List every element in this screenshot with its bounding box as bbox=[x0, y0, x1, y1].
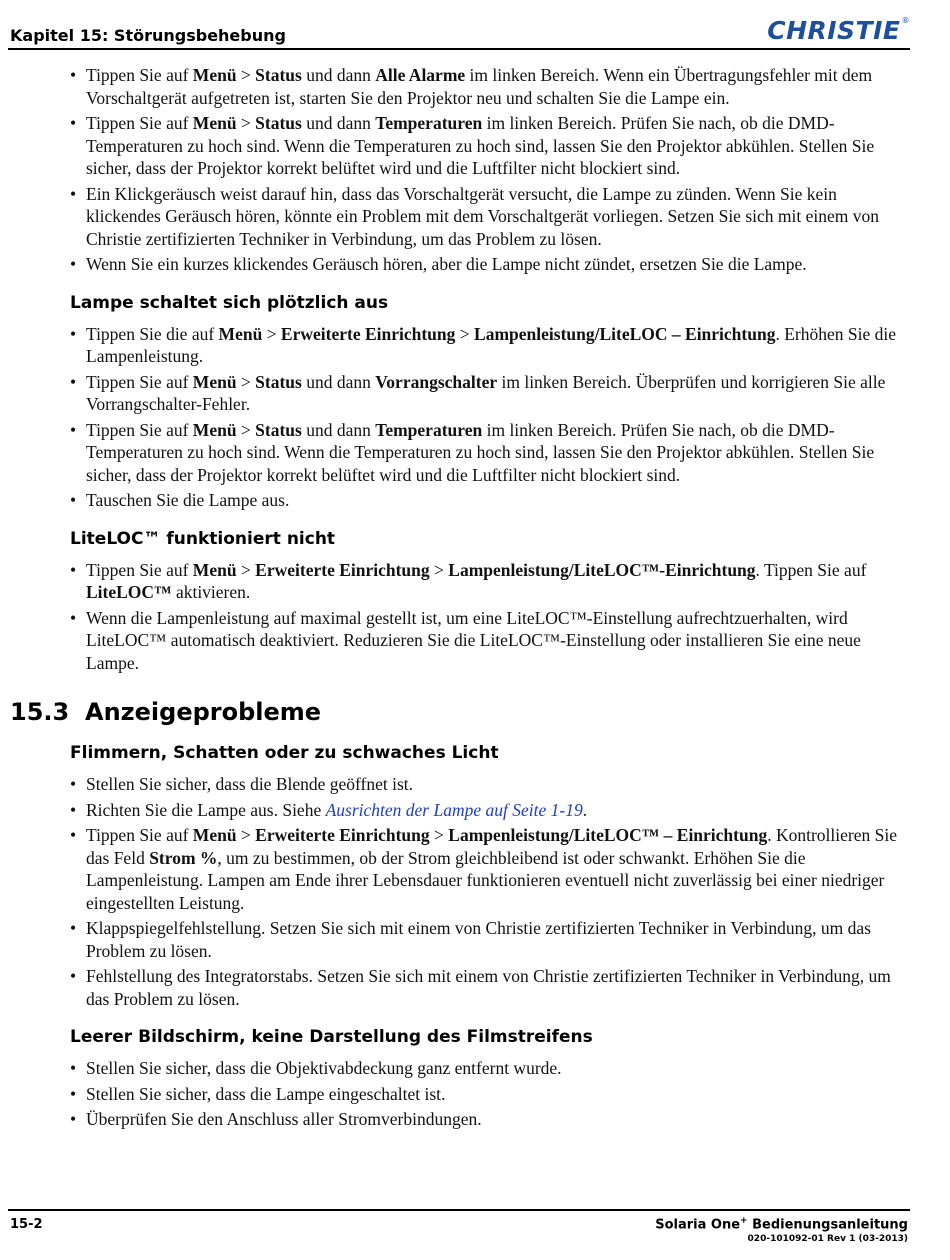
bold-term: Lampenleistung/LiteLOC™ – Einrichtung bbox=[448, 825, 768, 845]
text-segment: > bbox=[236, 113, 256, 133]
bold-term: Menü bbox=[192, 371, 237, 392]
text-segment: > bbox=[236, 419, 256, 440]
text-segment: , um zu bestimmen, ob der Strom gleichbleibend ist oder schwankt. Erhöhen Sie die Lampenleistung. Lampen am Ende ihrer Lebensdauer funktionieren eventuell nicht zuverlässig bei einer niedriger eingestellten Leistung. bbox=[86, 847, 885, 913]
registered-mark: ® bbox=[901, 16, 910, 25]
bold-term: Erweiterte Einrichtung bbox=[280, 323, 456, 344]
bullet-list bbox=[0, 323, 950, 512]
text-segment: Tippen Sie auf bbox=[86, 65, 193, 85]
list-item: • Überprüfen Sie den Anschluss aller Stromverbindungen. bbox=[70, 1108, 910, 1131]
list-item: • Klappspiegelfehlstellung. Setzen Sie sich mit einem von Christie zertifizierten Techniker in Verbindung, um das Problem zu lösen. bbox=[70, 917, 910, 962]
list-item bbox=[70, 371, 910, 416]
text-segment: Tippen Sie auf bbox=[86, 371, 193, 392]
text-segment: und dann bbox=[301, 113, 376, 133]
text-segment: . bbox=[582, 799, 588, 820]
bold-term: Menü bbox=[218, 323, 263, 344]
section-number: 15.3 bbox=[10, 698, 70, 726]
list-item bbox=[70, 112, 910, 180]
manual-plus: + bbox=[740, 1216, 748, 1226]
manual-title bbox=[655, 1216, 908, 1232]
bold-term: Status bbox=[255, 419, 302, 440]
bold-term: Vorrangschalter bbox=[375, 371, 498, 392]
list-item: • Fehlstellung des Integratorstabs. Setzen Sie sich mit einem von Christie zertifizierten Techniker in Verbindung, um das Problem zu lösen. bbox=[70, 965, 910, 1010]
bold-term: Strom % bbox=[149, 847, 218, 868]
subsection-heading-flicker: Flimmern, Schatten oder zu schwaches Licht bbox=[70, 743, 499, 763]
text-segment: und dann bbox=[301, 371, 376, 392]
subsection-heading-lamp-off: Lampe schaltet sich plötzlich aus bbox=[70, 292, 389, 313]
christie-logo bbox=[767, 16, 910, 45]
chapter-title: Kapitel 15: Störungsbehebung bbox=[10, 26, 286, 45]
section-title: Anzeigeprobleme bbox=[85, 698, 322, 726]
bullet-list bbox=[0, 1057, 950, 1131]
subsection-heading-liteloc: LiteLOC™ funktioniert nicht bbox=[70, 528, 336, 549]
cross-reference-link[interactable]: Ausrichten der Lampe auf Seite 1-19 bbox=[325, 799, 583, 820]
list-item bbox=[70, 323, 910, 368]
bold-term: Menü bbox=[192, 559, 237, 580]
text-segment: > bbox=[236, 371, 256, 392]
page-number: 15-2 bbox=[10, 1217, 43, 1232]
text-segment: > bbox=[236, 65, 256, 85]
document-number: 020-101092-01 Rev 1 (03-2013) bbox=[747, 1234, 908, 1244]
logo-text: CHRISTIE bbox=[767, 16, 901, 45]
section-heading bbox=[10, 698, 950, 726]
list-item: • Stellen Sie sicher, dass die Blende geöffnet ist. bbox=[70, 773, 910, 796]
page-header bbox=[8, 14, 910, 50]
text-segment: im linken Bereich. Wenn ein Übertragungsfehler mit dem Vorschaltgerät aufgetreten ist, starten Sie den Projektor neu und schalten Sie die Lampe ein. bbox=[86, 65, 873, 108]
text-segment: im linken Bereich. Prüfen Sie nach, ob die DMD-Temperaturen zu hoch sind. Wenn die Temperaturen zu hoch sind, lassen Sie den Projektor abkühlen. Stellen Sie sicher, dass der Projektor korrekt belüftet wird und die Luftfilter nicht blockiert sind. bbox=[86, 419, 875, 485]
text-segment: Richten Sie die Lampe aus. Siehe bbox=[86, 799, 326, 820]
list-item bbox=[70, 64, 910, 109]
text-segment: aktivieren. bbox=[171, 582, 251, 602]
list-item: • Stellen Sie sicher, dass die Lampe eingeschaltet ist. bbox=[70, 1083, 910, 1106]
bold-term: Status bbox=[255, 113, 302, 133]
bold-term: Lampenleistung/LiteLOC – Einrichtung bbox=[474, 323, 776, 344]
list-item bbox=[70, 419, 910, 487]
bold-term: Erweiterte Einrichtung bbox=[255, 825, 430, 845]
text-segment: im linken Bereich. Überprüfen und korrigieren Sie alle Vorrangschalter-Fehler. bbox=[86, 371, 886, 414]
text-segment: Tippen Sie die auf bbox=[86, 323, 219, 344]
text-segment: > bbox=[236, 559, 256, 580]
bold-term: Status bbox=[255, 65, 302, 85]
manual-suffix: Bedienungsanleitung bbox=[747, 1217, 908, 1233]
list-item: • Wenn die Lampenleistung auf maximal gestellt ist, um eine LiteLOC™-Einstellung aufrechtzuerhalten, wird LiteLOC™ automatisch deaktiviert. Reduzieren Sie die LiteLOC™-Einstellung oder installieren Sie eine neue Lampe. bbox=[70, 607, 910, 675]
text-segment: > bbox=[429, 825, 449, 845]
list-item bbox=[70, 824, 910, 914]
bold-term: Temperaturen bbox=[375, 419, 483, 440]
subsection-heading-blank-screen: Leerer Bildschirm, keine Darstellung des Filmstreifens bbox=[70, 1027, 593, 1047]
list-item bbox=[70, 559, 910, 604]
bold-term: Alle Alarme bbox=[375, 65, 466, 85]
text-segment: Tippen Sie auf bbox=[86, 559, 193, 580]
text-segment: > bbox=[455, 323, 475, 344]
bold-term: Lampenleistung/LiteLOC™-Einrichtung bbox=[448, 559, 756, 580]
bold-term: Temperaturen bbox=[375, 113, 483, 133]
list-item: • Tauschen Sie die Lampe aus. bbox=[70, 489, 910, 512]
text-segment: . Kontrollieren Sie das Feld bbox=[86, 825, 897, 868]
text-segment: > bbox=[429, 559, 449, 580]
list-item: • Wenn Sie ein kurzes klickendes Geräusch hören, aber die Lampe nicht zündet, ersetzen Sie die Lampe. bbox=[70, 253, 910, 276]
text-segment: Tippen Sie auf bbox=[86, 825, 193, 845]
bold-term: Status bbox=[255, 371, 302, 392]
text-segment: im linken Bereich. Prüfen Sie nach, ob die DMD-Temperaturen zu hoch sind. Wenn die Temperaturen zu hoch sind, lassen Sie den Projektor abkühlen. Stellen Sie sicher, dass der Projektor korrekt belüftet wird und die Luftfilter nicht blockiert sind. bbox=[86, 113, 875, 178]
manual-name: Solaria One bbox=[655, 1217, 741, 1233]
bullet-list bbox=[0, 773, 950, 1010]
text-segment: . Erhöhen Sie die Lampenleistung. bbox=[86, 323, 896, 366]
bold-term: LiteLOC™ bbox=[86, 582, 172, 602]
bold-term: Menü bbox=[192, 113, 237, 133]
page-footer bbox=[8, 1209, 910, 1244]
text-segment: und dann bbox=[301, 419, 376, 440]
list-item: • Ein Klickgeräusch weist darauf hin, dass das Vorschaltgerät versucht, die Lampe zu zünden. Wenn Sie kein klickendes Geräusch hören, könnte ein Problem mit dem Vorschaltgerät vorliegen. Setzen Sie sich mit einem von Christie zertifizierten Techniker in Verbindung, um das Problem zu lösen. bbox=[70, 183, 910, 251]
text-segment: . Tippen Sie auf bbox=[755, 559, 867, 580]
text-segment: > bbox=[236, 825, 256, 845]
text-segment: Tippen Sie auf bbox=[86, 419, 193, 440]
bold-term: Menü bbox=[192, 825, 237, 845]
page-content bbox=[0, 64, 950, 1134]
text-segment: und dann bbox=[301, 65, 376, 85]
bold-term: Erweiterte Einrichtung bbox=[255, 559, 430, 580]
list-item bbox=[70, 799, 910, 822]
text-segment: Tippen Sie auf bbox=[86, 113, 193, 133]
bullet-list bbox=[0, 64, 950, 276]
text-segment: > bbox=[262, 323, 281, 344]
list-item: • Stellen Sie sicher, dass die Objektivabdeckung ganz entfernt wurde. bbox=[70, 1057, 910, 1080]
bullet-list bbox=[0, 559, 950, 675]
bold-term: Menü bbox=[192, 419, 237, 440]
bold-term: Menü bbox=[192, 65, 237, 85]
